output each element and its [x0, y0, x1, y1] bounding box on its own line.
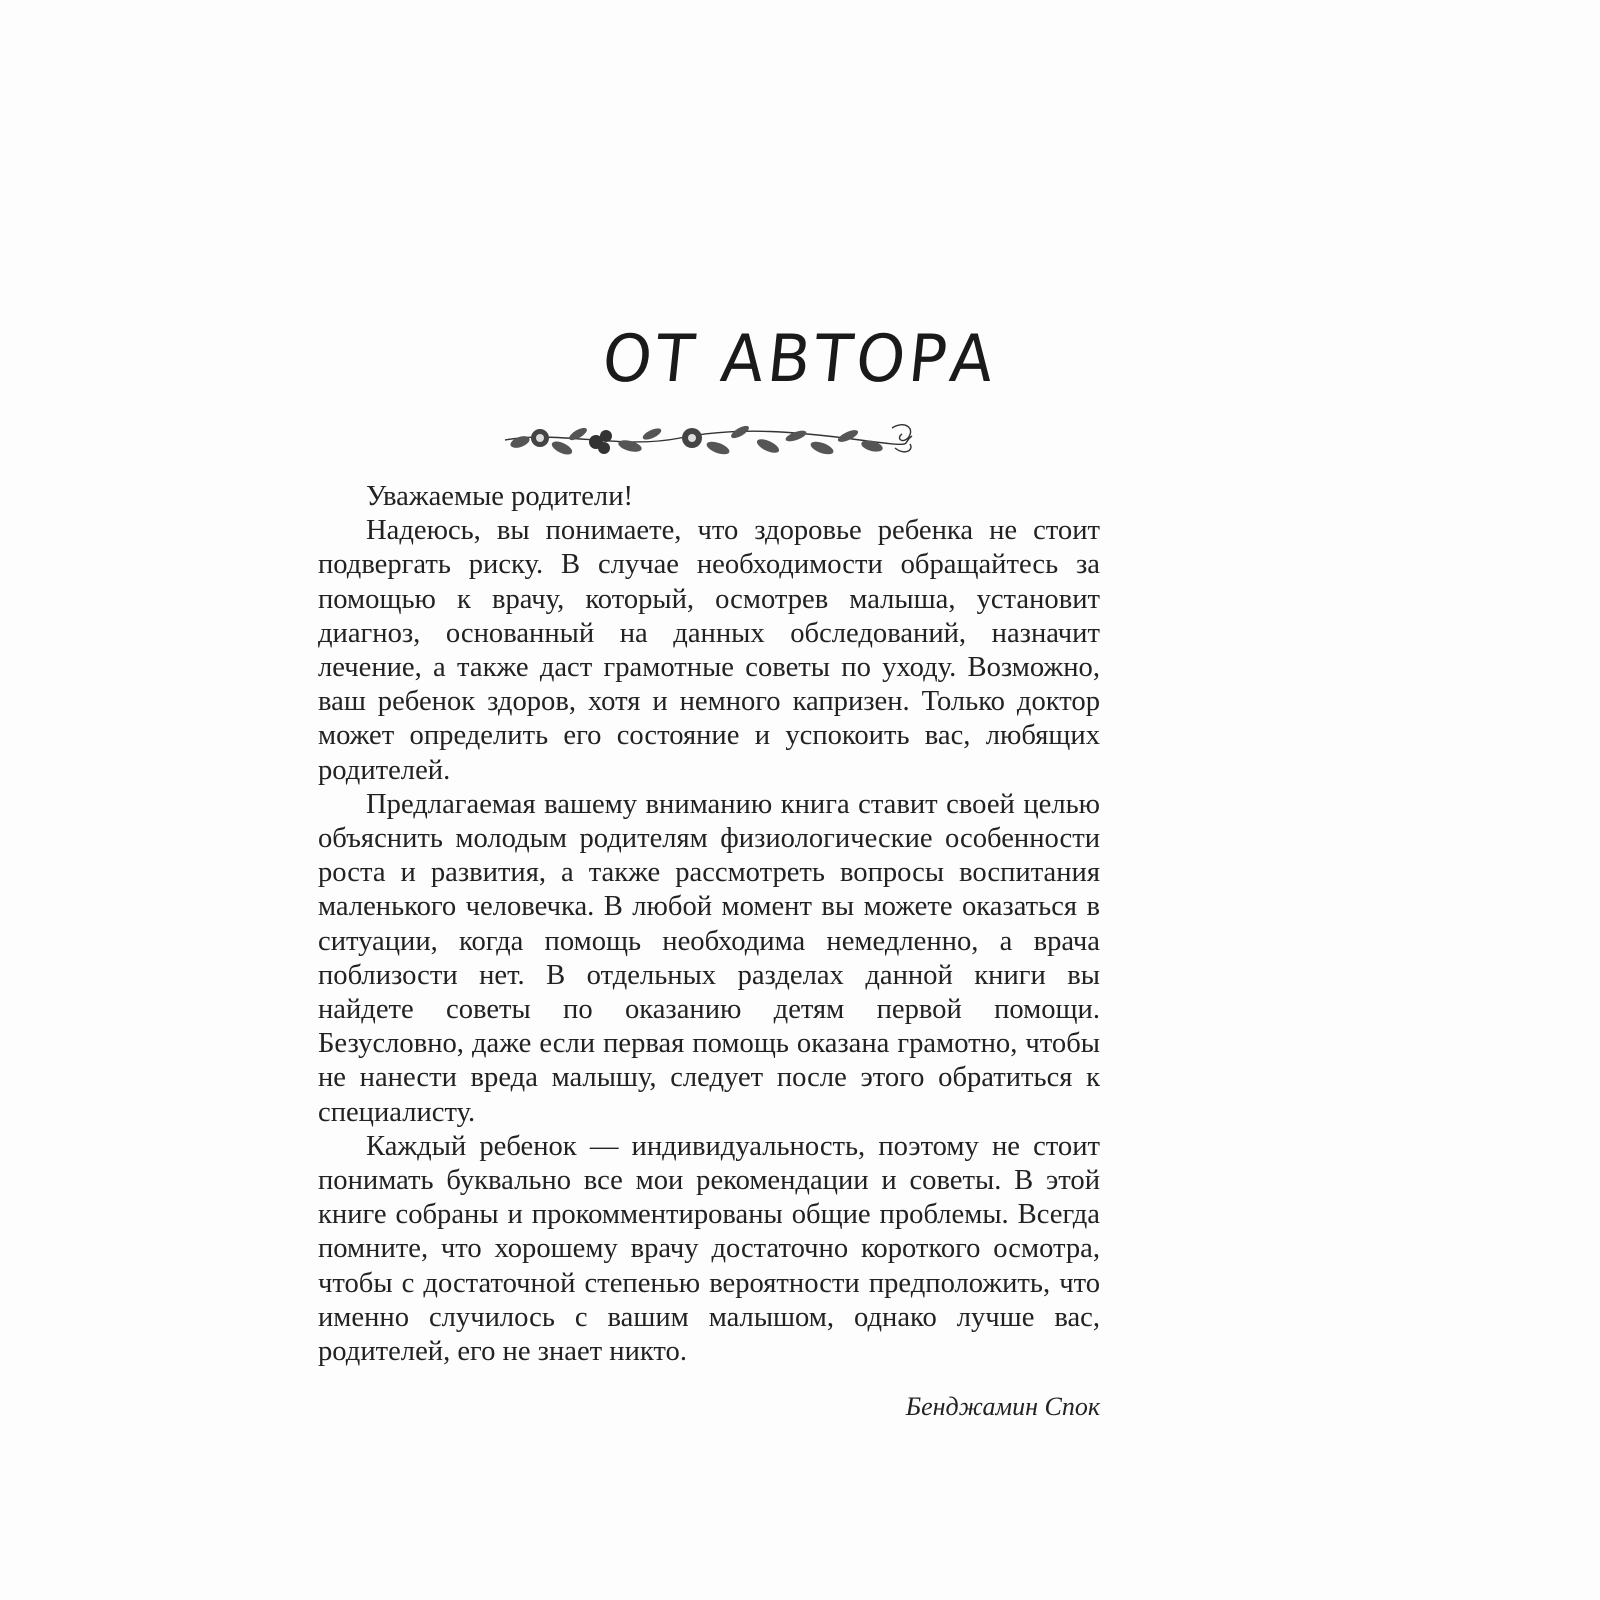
paragraph-greeting: Уважаемые родители! [366, 481, 634, 512]
body-text [318, 480, 1100, 1369]
paragraph-1: Надеюсь, вы понимаете, что здоровье ребенка не стоит подвергать риску. В случае необходимости обращайтесь за помощью к врачу, который, осмотрев малыша, установит диагноз, основанный на данных обследований, назначит лечение, а также даст грамотные советы по уходу. Возможно, ваш ребенок здоров, хотя и немного капризен. Только доктор может определить его состояние и успокоить вас, любящих родителей. [318, 515, 1100, 786]
floral-ornament-icon [500, 410, 920, 470]
page-title: ОТ АВТОРА [599, 320, 1001, 397]
paragraph-3: Каждый ребенок — индивидуальность, поэтому не стоит понимать буквально все мои рекомендации и советы. В этой книге собраны и прокомментированы общие проблемы. Всегда помните, что хорошему врачу достаточно короткого осмотра, чтобы с достаточной степенью вероятности предположить, что именно случилось с вашим малышом, однако лучше вас, родителей, его не знает никто. [318, 1130, 1100, 1368]
paragraph-2: Предлагаемая вашему вниманию книга ставит своей целью объяснить молодым родителям физиологические особенности роста и развития, а также рассмотреть вопросы воспитания маленького человечка. В любой момент вы можете оказаться в ситуации, когда помощь необходима немедленно, а врача поблизости нет. В отдельных разделах данной книги вы найдете советы по оказанию детям первой помощи. Безусловно, даже если первая помощь оказана грамотно, чтобы не нанести вреда малышу, следует после этого обратиться к специалисту. [318, 788, 1100, 1128]
author-signature: Бенджамин Спок [905, 1392, 1100, 1421]
